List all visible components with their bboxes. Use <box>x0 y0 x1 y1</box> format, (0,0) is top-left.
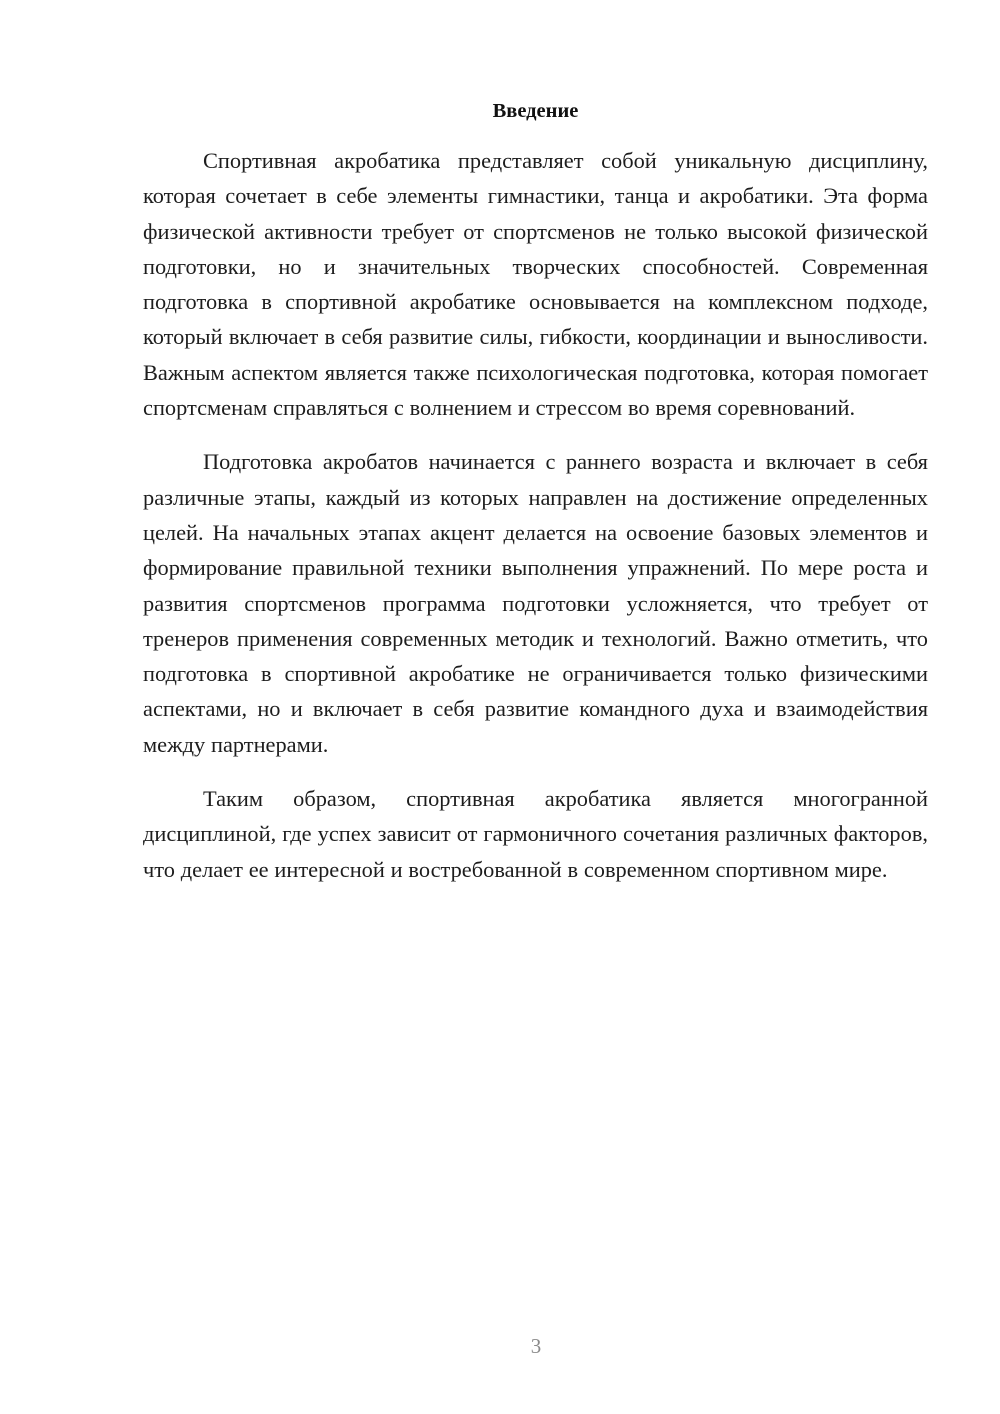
paragraph-1: Спортивная акробатика представляет собой уникальную дисциплину, которая сочетает в себе элементы гимнастики, танца и акробатики. Эта форма физической активности требует от спортсменов не только высокой физической подготовки, но и значительных творческих способностей. Современная подготовка в спортивной акробатике основывается на комплексном подходе, который включает в себя развитие силы, гибкости, координации и выносливости. Важным аспектом является также психологическая подготовка, которая помогает спортсменам справляться с волнением и стрессом во время соревнований. <box>143 148 928 421</box>
paragraph-3: Таким образом, спортивная акробатика является многогранной дисциплиной, где успех зависит от гармоничного сочетания различных факторов, что делает ее интересной и востребованной в современном спортивном мире. <box>143 786 928 882</box>
section-heading: Введение <box>492 100 579 122</box>
paragraph-2: Подготовка акробатов начинается с раннего возраста и включает в себя различные этапы, каждый из которых направлен на достижение определенных целей. На начальных этапах акцент делается на освоение базовых элементов и формирование правильной техники выполнения упражнений. По мере роста и развития спортсменов программа подготовки усложняется, что требует от тренеров применения современных методик и технологий. Важно отметить, что подготовка в спортивной акробатике не ограничивается только физическими аспектами, но и включает в себя развитие командного духа и взаимодействия между партнерами. <box>143 449 928 757</box>
page-body <box>143 95 928 887</box>
page-number: 3 <box>530 1334 542 1358</box>
